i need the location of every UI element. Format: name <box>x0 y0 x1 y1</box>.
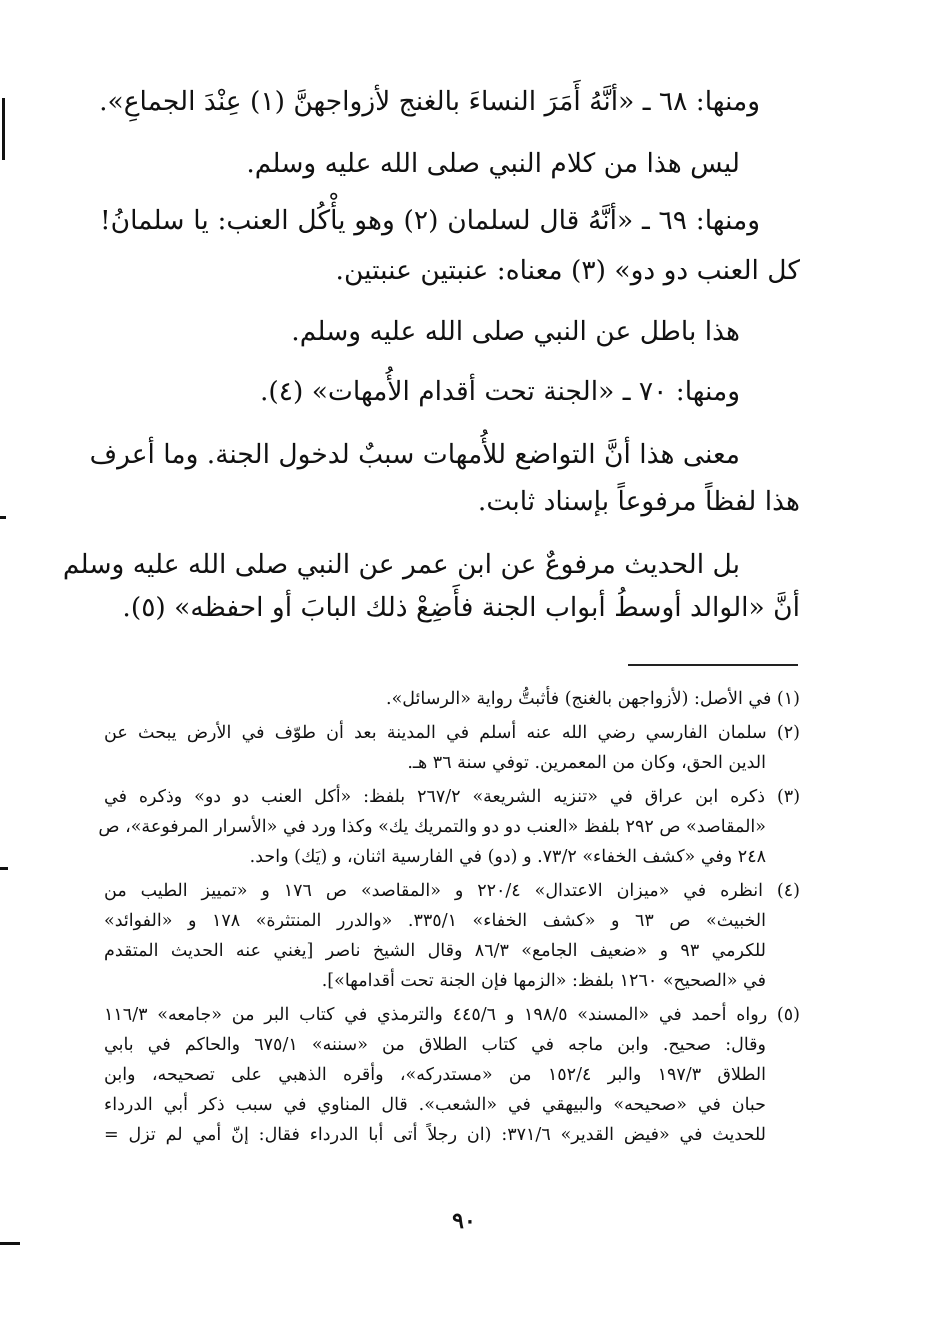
footnote-5 <box>104 1000 800 1150</box>
text-line: بل الحديث مرفوعٌ عن ابن عمر عن النبي صلى الله عليه وسلم <box>62 549 740 580</box>
scan-edge-mark <box>0 1242 20 1245</box>
scan-edge-mark <box>0 867 8 870</box>
text-line: ومنها: ٧٠ ـ «الجنة تحت أقدام الأُمهات» (٤). <box>259 376 740 407</box>
footnote-line: في «الصحيح» ١٢٦٠ بلفظ: «الزمها فإن الجنة تحت أقدامها»]. <box>321 971 766 991</box>
footnote-separator <box>628 664 798 666</box>
footnote-line: (٢) سلمان الفارسي رضي الله عنه أسلم في المدينة بعد أن طوّف في الأرض يبحث عن <box>104 723 800 743</box>
footnotes <box>98 684 801 1150</box>
text-line: ليس هذا من كلام النبي صلى الله عليه وسلم. <box>246 148 740 179</box>
footnote-line: الخبيث» ص ٦٣ و «كشف الخفاء» ٣٣٥/١. «والدرر المنتثرة» ١٧٨ و «الفوائد» <box>104 911 766 931</box>
footnote-line: (٤) انظره في «ميزان الاعتدال» ٢٢٠/٤ و «المقاصد» ص ١٧٦ و «تمييز الطيب من <box>104 881 800 901</box>
footnote-4 <box>104 876 800 996</box>
footnote-line: الطلاق ١٩٧/٣ والبر ١٥٢/٤ من «مستدركه»، وأقره الذهبي على تصحيحه، وابن <box>104 1065 766 1085</box>
text-line: أنَّ «الوالد أوسطُ أبواب الجنة فأَضِعْ ذلك البابَ أو احفظه» (٥). <box>122 592 800 623</box>
footnote-line: وقال: صحيح. وابن ماجه في كتاب الطلاق من «سننه» ٦٧٥/١ والحاكم في بابي <box>104 1035 766 1055</box>
footnote-line: حبان في «صحيحه» والبيهقي في «الشعب». قال المناوي في سبب ذكر أبي الدرداء <box>104 1095 766 1115</box>
footnote-line: للحديث في «فيض القدير» ٣٧١/٦: (ان رجلاً أتى أبا الدرداء فقال: إنّ أمي لم تزل = <box>104 1125 767 1145</box>
scan-edge-mark <box>0 516 6 519</box>
main-text <box>62 82 800 628</box>
footnote-line: للكرمي ٩٣ و «ضعيف الجامع» ٨٦/٣ وقال الشيخ ناصر [يغني عنه الحديث المتقدم <box>104 941 766 961</box>
text-line: هذا باطل عن النبي صلى الله عليه وسلم. <box>291 316 740 347</box>
footnote-line: (٣) ذكره ابن عراق في «تنزيه الشريعة» ٢٦٧/٢ بلفظ: «أكل العنب دو دو» وذكره في <box>104 787 801 807</box>
page-number: ٩٠ <box>452 1208 476 1234</box>
footnote-line: (٥) رواه أحمد في «المسند» ١٩٨/٥ و ٤٤٥/٦ والترمذي في كتاب البر من «جامعه» ١١٦/٣ <box>104 1005 800 1025</box>
footnote-line: الدين الحق، وكان من المعمرين. توفي سنة ٣٦ هـ. <box>407 753 766 773</box>
footnote-line: (١) في الأصل: (لأزواجهن بالغنج) فأثبتُّ رواية «الرسائل». <box>386 689 800 709</box>
text-line: ومنها: ٦٩ ـ «أنَّهُ قال لسلمان (٢) وهو يأْكُل العنب: يا سلمانُ! <box>100 205 760 236</box>
text-line: كل العنب دو دو» (٣) معناه: عنبتين عنبتين. <box>335 255 800 286</box>
text-line: معنى هذا أنَّ التواضع للأُمهات سببٌ لدخول الجنة. وما أعرف <box>89 439 740 470</box>
footnote-line: ٢٤٨ وفي «كشف الخفاء» ٧٣/٢. و (دو) في الفارسية اثنان، و (يَك) واحد. <box>249 847 766 867</box>
footnote-3 <box>98 782 801 872</box>
text-line: هذا لفظاً مرفوعاً بإسناد ثابت. <box>477 486 800 517</box>
scan-edge-mark <box>2 98 5 160</box>
text-line: ومنها: ٦٨ ـ «أنَّهُ أَمَرَ النساءَ بالغنج لأزواجهنَّ (١) عِنْدَ الجماعِ». <box>99 86 760 117</box>
footnote-2 <box>104 718 800 778</box>
footnote-line: «المقاصد» ص ٢٩٢ بلفظ «العنب دو دو والتمريك يك» وكذا ورد في «الأسرار المرفوعة»، ص <box>98 817 766 837</box>
footnote-1 <box>104 684 800 714</box>
